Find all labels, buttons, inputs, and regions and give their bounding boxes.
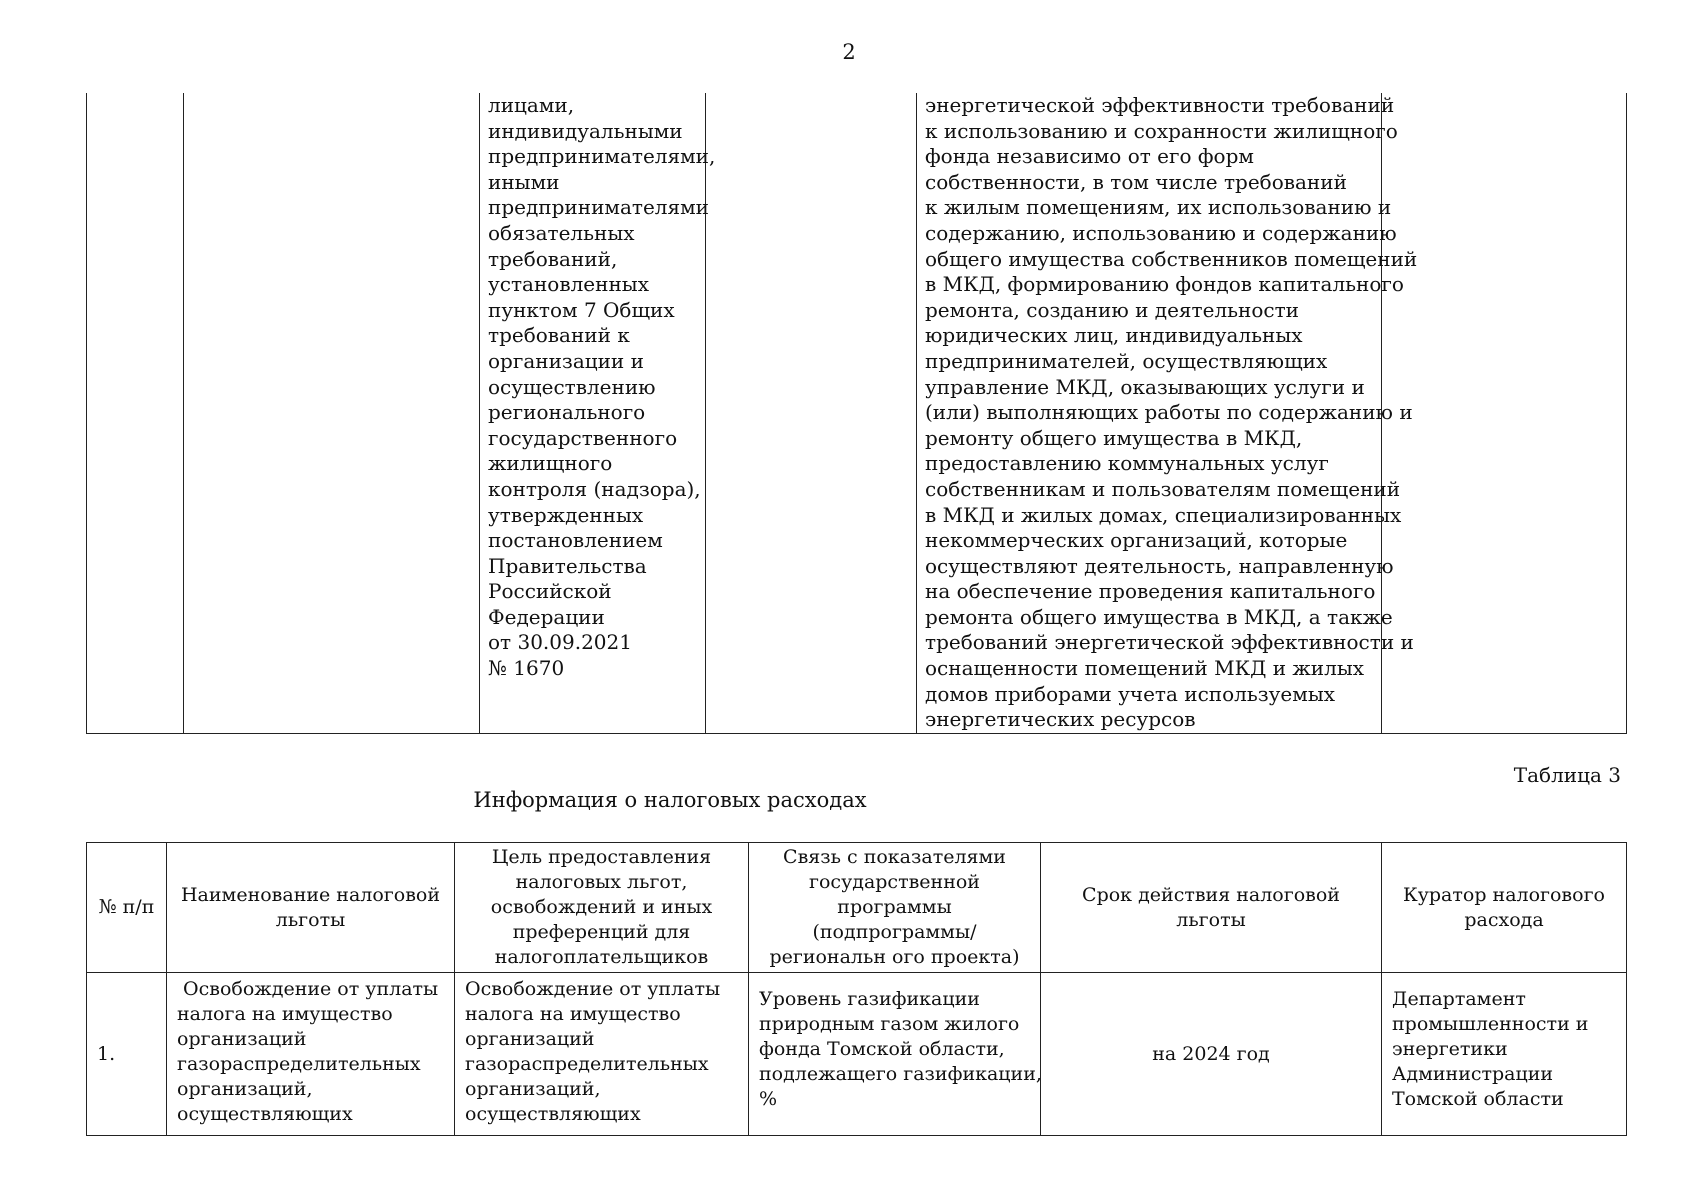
text-line: организации и <box>488 348 644 373</box>
text-line: Федерации <box>488 604 605 629</box>
text-line: в МКД, формированию фондов капитального <box>925 272 1404 297</box>
text-line: осуществляют деятельность, направленную <box>925 553 1394 578</box>
continuation-cell-last <box>1382 93 1627 734</box>
tax-expenses-table <box>86 842 1627 1136</box>
row-num: 1. <box>87 973 167 1136</box>
header-term: Срок действия налоговой льготы <box>1041 843 1382 973</box>
text-line: предпринимателями, <box>488 144 716 169</box>
text-line: в МКД и жилых домах, специализированных <box>925 502 1402 527</box>
table-row <box>87 93 1627 734</box>
header-curator: Куратор налогового расхода <box>1382 843 1627 973</box>
continuation-cell-num <box>87 93 184 734</box>
text-line: иными <box>488 169 560 194</box>
text-line: энергетических ресурсов <box>925 707 1196 732</box>
text-line: утвержденных <box>488 502 644 527</box>
text-line: требований к <box>488 323 630 348</box>
continuation-table <box>86 93 1627 734</box>
text-line: Освобождение от уплаты <box>465 978 721 1000</box>
text-line: (или) выполняющих работы по содержанию и <box>925 400 1413 425</box>
text-line: природным газом жилого <box>759 1013 1020 1035</box>
text-line: налога на имущество <box>177 1003 393 1025</box>
text-line: требований энергетической эффективности и <box>925 630 1414 655</box>
table-header-row <box>87 843 1627 973</box>
text-line: % <box>759 1088 778 1110</box>
text-line: пунктом 7 Общих <box>488 297 675 322</box>
text-line: общего имущества собственников помещений <box>925 246 1418 271</box>
header-num: № п/п <box>87 843 167 973</box>
table-row <box>87 973 1627 1136</box>
row-curator <box>1382 973 1627 1136</box>
text-line: Томской области <box>1392 1088 1564 1110</box>
text-line: Освобождение от уплаты <box>177 978 439 1000</box>
text-line: оснащенности помещений МКД и жилых <box>925 656 1365 681</box>
text-line: лицами, <box>488 93 575 117</box>
continuation-cell-empty <box>706 93 917 734</box>
table-number-label: Таблица 3 <box>1513 763 1621 787</box>
row-benefit-name <box>167 973 455 1136</box>
text-line: государственного <box>488 425 678 450</box>
text-line: собственности, в том числе требований <box>925 169 1347 194</box>
text-line: Уровень газификации <box>759 988 980 1010</box>
text-line: индивидуальными <box>488 118 683 143</box>
text-line: Российской <box>488 579 612 604</box>
text-line: Администрации <box>1392 1063 1554 1085</box>
text-line: домов приборами учета используемых <box>925 681 1336 706</box>
text-line: к жилым помещениям, их использованию и <box>925 195 1392 220</box>
text-line: от 30.09.2021 <box>488 630 632 655</box>
page-number: 2 <box>842 40 856 64</box>
header-goal: Цель предоставления налоговых льгот, освобождений и иных преференций для налогоплательщиков <box>455 843 749 973</box>
text-line: постановлением <box>488 528 663 553</box>
text-line: промышленности и <box>1392 1013 1589 1035</box>
text-line: Департамент <box>1392 988 1526 1010</box>
text-line: подлежащего газификации, <box>759 1063 1042 1085</box>
text-line: ремонта, созданию и деятельности <box>925 297 1300 322</box>
text-line: на обеспечение проведения капитального <box>925 579 1376 604</box>
continuation-cell-requirements <box>480 93 716 734</box>
text-line: энергетической эффективности требований <box>925 93 1395 117</box>
text-line: предпринимателями <box>488 195 709 220</box>
text-line: установленных <box>488 272 649 297</box>
text-line: собственникам и пользователям помещений <box>925 476 1401 501</box>
continuation-cell-description <box>917 93 1418 734</box>
text-line: осуществляющих <box>177 1103 353 1125</box>
text-line: управление МКД, оказывающих услуги и <box>925 374 1365 399</box>
text-line: организаций, <box>465 1078 601 1100</box>
text-line: налога на имущество <box>465 1003 681 1025</box>
text-line: осуществлению <box>488 374 656 399</box>
text-line: фонда независимо от его форм <box>925 144 1254 169</box>
header-benefit-name: Наименование налоговой льготы <box>167 843 455 973</box>
text-line: обязательных <box>488 220 635 245</box>
text-line: предпринимателей, осуществляющих <box>925 348 1328 373</box>
text-line: № 1670 <box>488 656 565 681</box>
text-line: содержанию, использованию и содержанию <box>925 220 1397 245</box>
row-program-link <box>749 973 1041 1136</box>
text-line: фонда Томской области, <box>759 1038 1005 1060</box>
text-line: ремонта общего имущества в МКД, а также <box>925 604 1393 629</box>
text-line: организаций, <box>177 1078 313 1100</box>
text-line: Правительства <box>488 553 647 578</box>
text-line: организаций <box>465 1028 595 1050</box>
header-program-link: Связь с показателями государственной программы (подпрограммы/региональн ого проекта) <box>749 843 1041 973</box>
text-line: энергетики <box>1392 1038 1508 1060</box>
text-line: жилищного <box>488 451 613 476</box>
row-term: на 2024 год <box>1041 973 1382 1136</box>
text-line: некоммерческих организаций, которые <box>925 528 1348 553</box>
text-line: регионального <box>488 400 646 425</box>
text-line: газораспределительных <box>177 1053 421 1075</box>
table-title: Информация о налоговых расходах <box>473 788 867 812</box>
text-line: контроля (надзора), <box>488 476 701 501</box>
text-line: юридических лиц, индивидуальных <box>925 323 1303 348</box>
text-line: осуществляющих <box>465 1103 641 1125</box>
text-line: ремонту общего имущества в МКД, <box>925 425 1303 450</box>
text-line: требований, <box>488 246 618 271</box>
row-goal <box>455 973 749 1136</box>
text-line: предоставлению коммунальных услуг <box>925 451 1329 476</box>
continuation-cell-name <box>184 93 480 734</box>
text-line: к использованию и сохранности жилищного <box>925 118 1398 143</box>
text-line: организаций <box>177 1028 307 1050</box>
text-line: газораспределительных <box>465 1053 709 1075</box>
